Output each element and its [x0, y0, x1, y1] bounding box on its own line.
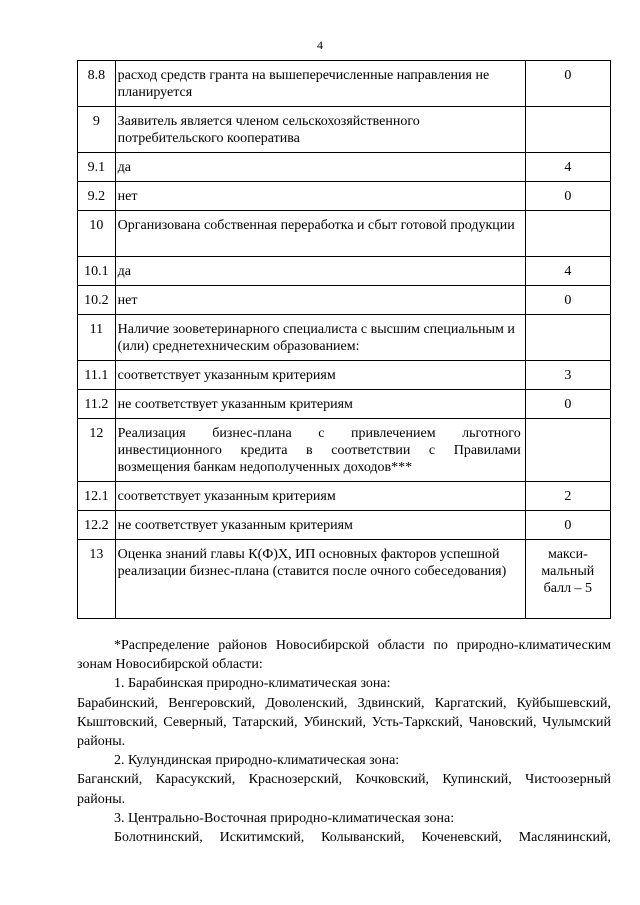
- criteria-score: 3: [525, 361, 610, 390]
- criteria-number: 9.2: [78, 182, 116, 211]
- criteria-score: 2: [525, 482, 610, 511]
- footnote-paragraph: *Распределение районов Новосибирской области по природно-климатическим зонам Новосибирской области:: [77, 638, 611, 673]
- footnote-section: [77, 636, 611, 847]
- page-number: 4: [317, 38, 323, 52]
- footnote-paragraph: 3. Центрально-Восточная природно-климатическая зона:: [114, 810, 455, 826]
- footnote-paragraph: 1. Барабинская природно-климатическая зона:: [114, 676, 391, 692]
- criteria-number: 11: [78, 315, 116, 361]
- criteria-score: 0: [525, 61, 610, 107]
- criteria-number: 10.2: [78, 286, 116, 315]
- criteria-row: [78, 390, 611, 419]
- criteria-row: [78, 361, 611, 390]
- criteria-text: нет: [115, 182, 525, 211]
- criteria-row: [78, 540, 611, 619]
- criteria-number: 12: [78, 419, 116, 482]
- criteria-row: [78, 419, 611, 482]
- criteria-table: [77, 60, 611, 619]
- criteria-text: соответствует указанным критериям: [115, 361, 525, 390]
- criteria-number: 11.1: [78, 361, 116, 390]
- criteria-text: расход средств гранта на вышеперечисленные направления не планируется: [115, 61, 525, 107]
- criteria-row: [78, 257, 611, 286]
- criteria-row: [78, 182, 611, 211]
- criteria-number: 9.1: [78, 153, 116, 182]
- criteria-score: [525, 315, 610, 361]
- criteria-score: 4: [525, 153, 610, 182]
- criteria-score: 0: [525, 182, 610, 211]
- criteria-score: макси-мальный балл – 5: [525, 540, 610, 619]
- footnote-paragraph: 2. Кулундинская природно-климатическая зона:: [114, 753, 400, 769]
- criteria-row: [78, 153, 611, 182]
- criteria-score: [525, 419, 610, 482]
- criteria-row: [78, 315, 611, 361]
- criteria-number: 9: [78, 107, 116, 153]
- footnote-paragraph: Баганский, Карасукский, Краснозерский, Кочковский, Купинский, Чистоозерный районы.: [77, 772, 611, 807]
- criteria-text: Заявитель является членом сельскохозяйственного потребительского кооператива: [115, 107, 525, 153]
- criteria-score: 0: [525, 511, 610, 540]
- criteria-score: 4: [525, 257, 610, 286]
- criteria-row: [78, 211, 611, 257]
- criteria-text: не соответствует указанным критериям: [115, 511, 525, 540]
- criteria-text: Наличие зооветеринарного специалиста с высшим специальным и (или) среднетехническим образованием:: [115, 315, 525, 361]
- criteria-score: [525, 107, 610, 153]
- criteria-score: [525, 211, 610, 257]
- criteria-number: 12.2: [78, 511, 116, 540]
- criteria-text: Организована собственная переработка и сбыт готовой продукции: [115, 211, 525, 257]
- criteria-row: [78, 482, 611, 511]
- criteria-number: 13: [78, 540, 116, 619]
- footnote-paragraph: Болотнинский, Искитимский, Колыванский, Коченевский, Маслянинский,: [114, 830, 611, 846]
- criteria-text: нет: [115, 286, 525, 315]
- criteria-text: да: [115, 153, 525, 182]
- criteria-score: 0: [525, 286, 610, 315]
- criteria-number: 10: [78, 211, 116, 257]
- criteria-row: [78, 286, 611, 315]
- criteria-score: 0: [525, 390, 610, 419]
- criteria-row: [78, 61, 611, 107]
- criteria-number: 10.1: [78, 257, 116, 286]
- criteria-table-body: [78, 61, 611, 619]
- criteria-text: Оценка знаний главы К(Ф)Х, ИП основных факторов успешной реализации бизнес-плана (ставится после очного собеседования): [115, 540, 525, 619]
- criteria-text: да: [115, 257, 525, 286]
- criteria-number: 12.1: [78, 482, 116, 511]
- criteria-text: не соответствует указанным критериям: [115, 390, 525, 419]
- criteria-row: [78, 107, 611, 153]
- criteria-row: [78, 511, 611, 540]
- criteria-number: 11.2: [78, 390, 116, 419]
- criteria-text: соответствует указанным критериям: [115, 482, 525, 511]
- criteria-text: Реализация бизнес-плана с привлечением льготного инвестиционного кредита в соответствии с Правилами возмещения банкам недополученных доходов***: [115, 419, 525, 482]
- criteria-number: 8.8: [78, 61, 116, 107]
- footnote-paragraph: Барабинский, Венгеровский, Доволенский, Здвинский, Каргатский, Куйбышевский, Кыштовский, Северный, Татарский, Убинский, Усть-Таркский, Чановский, Чулымский районы.: [77, 695, 611, 750]
